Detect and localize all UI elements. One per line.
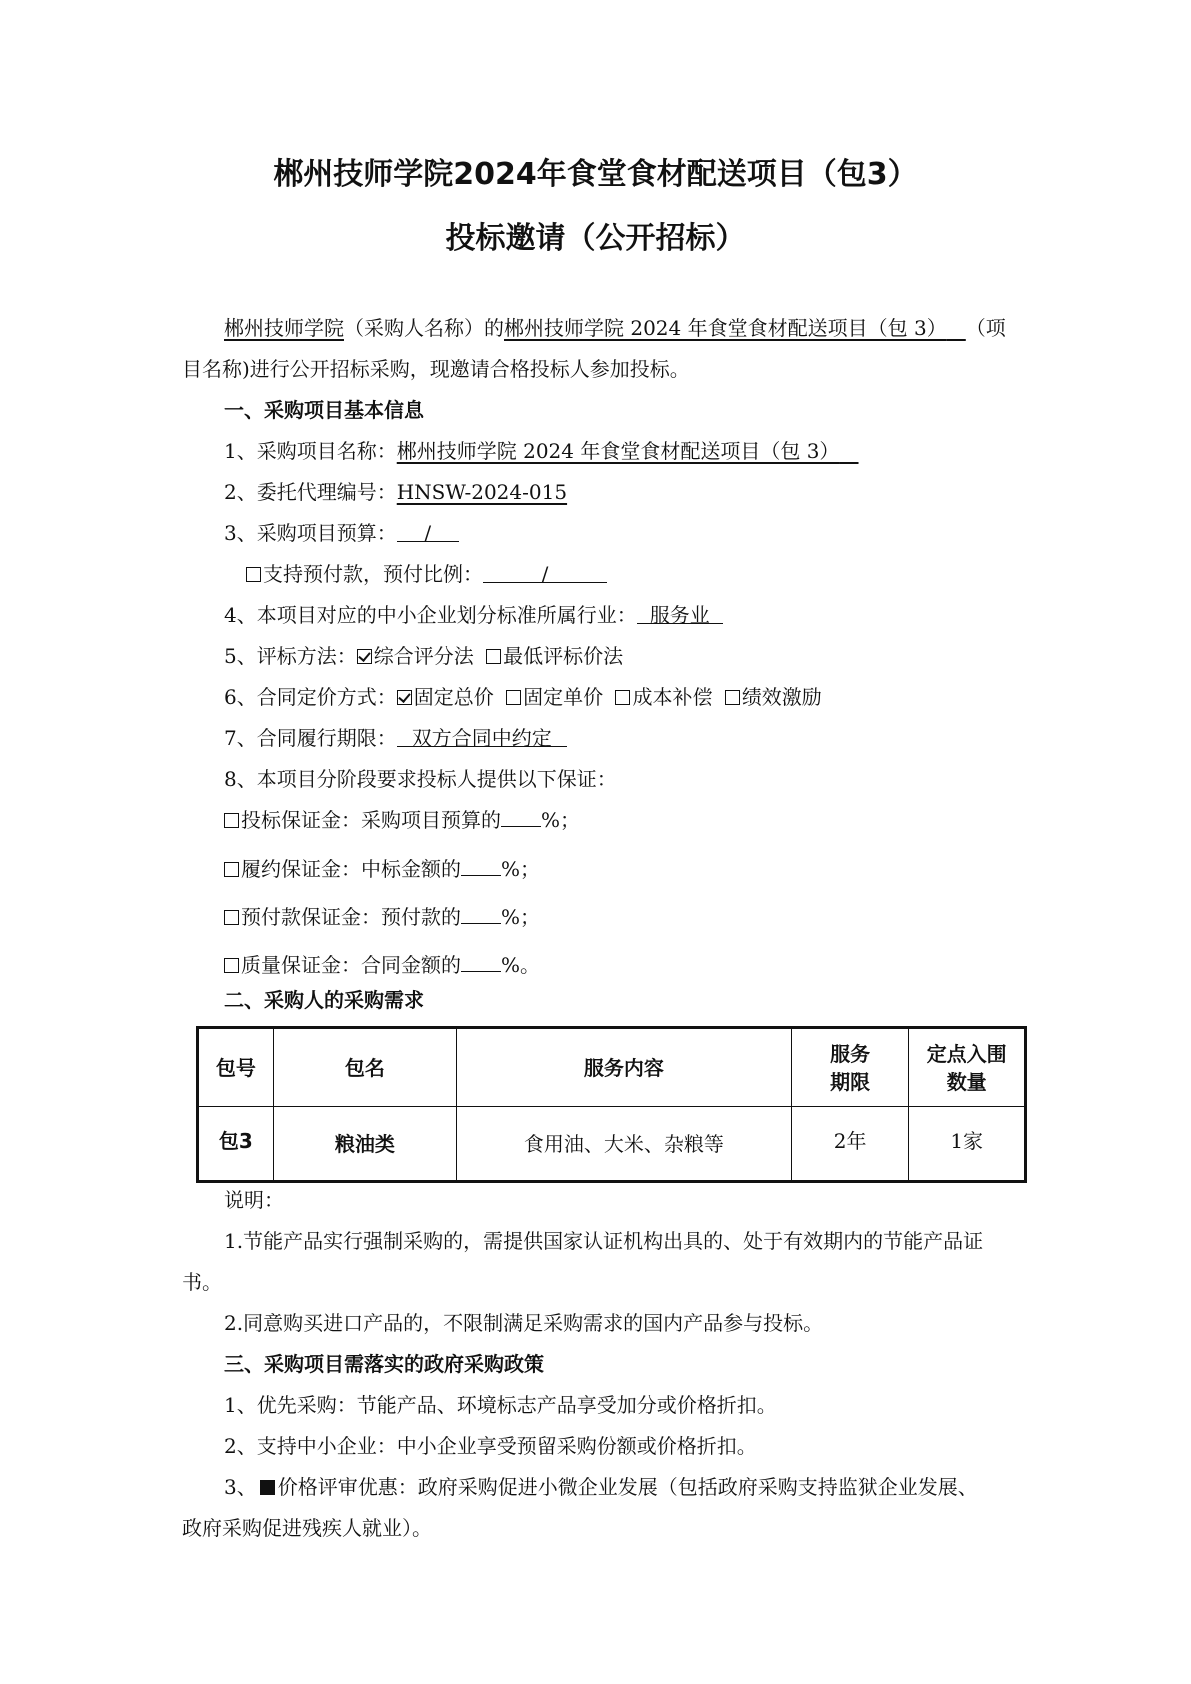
checkbox-icon[interactable] — [506, 690, 521, 705]
agency-code-value: HNSW-2024-015 — [396, 480, 568, 504]
industry-value: 服务业 — [637, 605, 723, 624]
prepay-checkbox[interactable] — [246, 567, 261, 582]
checkbox-icon[interactable] — [725, 690, 740, 705]
header-qty: 定点入围 数量 — [909, 1028, 1026, 1107]
budget-value: / — [397, 523, 459, 542]
cell-pkg-name: 粮油类 — [273, 1107, 456, 1182]
note-1-cont: 书。 — [182, 1270, 222, 1294]
page-subtitle: 投标邀请（公开招标） — [445, 221, 746, 256]
checkbox-icon[interactable] — [486, 649, 501, 664]
checkbox-icon[interactable] — [224, 910, 239, 925]
contract-period-value: 双方合同中约定 — [397, 728, 567, 747]
guarantee-bid: 投标保证金：采购项目预算的 %； — [224, 808, 580, 832]
intro-line-1 — [224, 316, 1006, 340]
checkbox-icon[interactable] — [224, 958, 239, 973]
page-title: 郴州技师学院2024年食堂食材配送项目（包3） — [273, 157, 918, 192]
table-header-row — [198, 1028, 1026, 1107]
item-contract-period: 7、合同履行期限： 双方合同中约定 — [224, 726, 567, 750]
purchaser-name: 郴州技师学院 — [224, 316, 344, 340]
intro-line-2: 目名称)进行公开招标采购，现邀请合格投标人参加投标。 — [182, 357, 690, 381]
header-pkg-name: 包名 — [273, 1028, 456, 1107]
policy-3: 3、 价格评审优惠：政府采购促进小微企业发展（包括政府采购支持监狱企业发展、 — [224, 1475, 978, 1499]
note-heading: 说明： — [224, 1188, 284, 1212]
section1-heading: 一、采购项目基本信息 — [224, 398, 424, 422]
filled-square-icon — [260, 1480, 275, 1495]
guarantee-prepay: 预付款保证金：预付款的 %； — [224, 905, 540, 929]
purchaser-hint: （采购人名称）的 — [344, 316, 504, 340]
table-row — [198, 1107, 1026, 1182]
prepay-ratio-value: / — [483, 564, 607, 583]
header-period: 服务 期限 — [791, 1028, 909, 1107]
note-2: 2.同意购买进口产品的，不限制满足采购需求的国内产品参与投标。 — [224, 1311, 824, 1335]
policy-3-cont: 政府采购促进残疾人就业）。 — [182, 1516, 432, 1540]
checkbox-icon[interactable] — [224, 862, 239, 877]
item-guarantee: 8、本项目分阶段要求投标人提供以下保证： — [224, 767, 617, 791]
item-industry: 4、本项目对应的中小企业划分标准所属行业： 服务业 — [224, 603, 723, 627]
checkbox-icon[interactable] — [224, 813, 239, 828]
item-agency-code: 2、委托代理编号：HNSW-2024-015 — [224, 480, 568, 504]
cell-content: 食用油、大米、杂粮等 — [457, 1107, 792, 1182]
requirements-table — [196, 1026, 1027, 1183]
item-project-name-value: 郴州技师学院 2024 年食堂食材配送项目（包 3） — [396, 439, 840, 463]
checked-box-icon[interactable] — [357, 649, 372, 664]
policy-2: 2、支持中小企业：中小企业享受预留采购份额或价格折扣。 — [224, 1434, 757, 1458]
checkbox-icon[interactable] — [615, 690, 630, 705]
guarantee-performance: 履约保证金：中标金额的 %； — [224, 857, 540, 881]
cell-qty: 1家 — [909, 1107, 1026, 1182]
header-content: 服务内容 — [457, 1028, 792, 1107]
cell-pkg-no: 包3 — [198, 1107, 274, 1182]
project-name: 郴州技师学院 2024 年食堂食材配送项目（包 3） — [504, 316, 947, 340]
section3-heading: 三、采购项目需落实的政府采购政策 — [224, 1352, 544, 1376]
item-eval-method: 5、评标方法： 综合评分法 最低评标价法 — [224, 644, 624, 668]
cell-period: 2年 — [791, 1107, 909, 1182]
item-prepay: 支持预付款，预付比例： / — [246, 562, 607, 586]
policy-1: 1、优先采购：节能产品、环境标志产品享受加分或价格折扣。 — [224, 1393, 777, 1417]
header-pkg-no: 包号 — [198, 1028, 274, 1107]
section2-heading: 二、采购人的采购需求 — [224, 988, 424, 1012]
guarantee-quality: 质量保证金：合同金额的 %。 — [224, 953, 540, 977]
project-hint: （项 — [965, 316, 1006, 340]
item-project-name: 1、采购项目名称：郴州技师学院 2024 年食堂食材配送项目（包 3） — [224, 439, 840, 463]
note-1: 1.节能产品实行强制采购的，需提供国家认证机构出具的、处于有效期内的节能产品证 — [224, 1229, 984, 1253]
item-pricing-method: 6、合同定价方式： 固定总价 固定单价 成本补偿 绩效激励 — [224, 685, 822, 709]
item-budget: 3、采购项目预算： / — [224, 521, 459, 545]
checked-box-icon[interactable] — [397, 690, 412, 705]
